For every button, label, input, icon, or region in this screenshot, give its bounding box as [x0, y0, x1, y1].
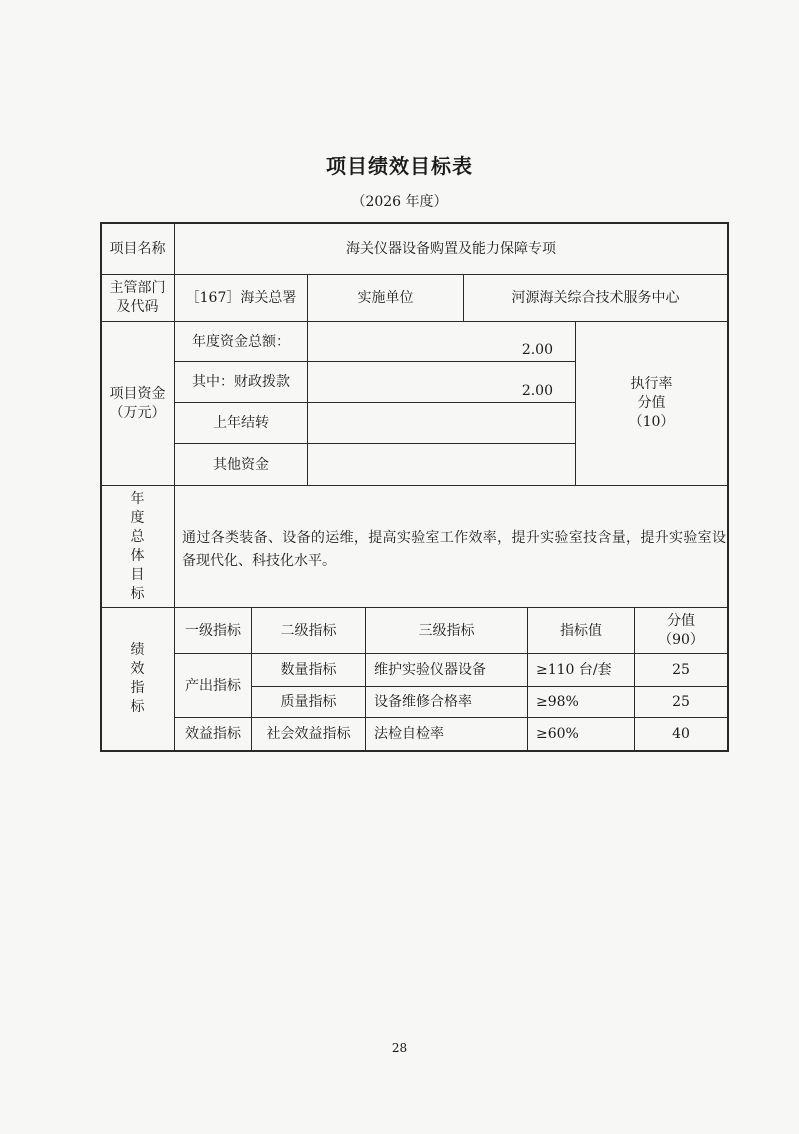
- execution-rate-line3: （10）: [628, 414, 675, 430]
- header-level2: 二级指标: [280, 622, 337, 639]
- annual-goal-char: 度: [130, 509, 145, 526]
- header-score-line1: 分值: [667, 612, 695, 629]
- annual-goal-char: 年: [130, 490, 145, 507]
- funds-total-value: 2.00: [521, 341, 553, 358]
- project-name-value: 海关仪器设备购置及能力保障专项: [346, 240, 556, 257]
- header-level3: 三级指标: [418, 622, 475, 639]
- annual-goal-char: 总: [130, 528, 145, 545]
- execution-rate-line1: 执行率: [630, 376, 673, 392]
- funds-fiscal-value: 2.00: [521, 383, 553, 399]
- row-score: 25: [672, 694, 690, 710]
- header-score: [635, 608, 727, 653]
- impl-unit-value: 河源海关综合技术服务中心: [511, 290, 680, 306]
- performance-char: 绩: [130, 642, 145, 658]
- annual-goal-label: [101, 486, 174, 607]
- funds-fiscal-label: 其中：财政拨款: [192, 374, 290, 390]
- benefit-indicator-group: 效益指标: [185, 726, 241, 742]
- page-subtitle: （2026 年度）: [351, 194, 448, 210]
- funds-other-label: 其他资金: [213, 456, 269, 473]
- header-level1: 一级指标: [185, 622, 241, 639]
- row-level2: 社会效益指标: [266, 726, 351, 742]
- page-title: 项目绩效目标表: [326, 154, 473, 178]
- header-score-line2: （90）: [658, 631, 704, 648]
- row-level3: 法检自检率: [374, 726, 444, 742]
- funds-total-label: 年度资金总额：: [192, 333, 290, 350]
- annual-goal-char: 体: [130, 547, 145, 564]
- performance-char: 效: [130, 661, 145, 677]
- row-level2: 质量指标: [280, 694, 337, 710]
- annual-goal-char: 标: [130, 585, 145, 602]
- row-value: ≥98%: [536, 694, 579, 710]
- funds-label-line1: 项目资金: [109, 385, 166, 402]
- impl-unit-label: 实施单位: [357, 290, 414, 306]
- row-score: 25: [672, 662, 690, 678]
- row-score: 40: [672, 726, 690, 742]
- funds-carryover-label: 上年结转: [213, 415, 269, 431]
- row-level3: 设备维修合格率: [374, 694, 472, 710]
- execution-rate-score-label: [576, 322, 727, 485]
- dept-label-line1: 主管部门: [109, 280, 166, 296]
- execution-rate-line2: 分值: [637, 395, 666, 411]
- row-level3: 维护实验仪器设备: [374, 662, 486, 678]
- page-number: 28: [391, 1041, 408, 1055]
- funds-label: [101, 322, 174, 485]
- output-indicator-group: 产出指标: [185, 677, 241, 694]
- performance-char: 标: [130, 699, 145, 715]
- dept-label: [101, 275, 174, 321]
- row-value: ≥60%: [536, 726, 579, 742]
- header-value: 指标值: [560, 622, 602, 639]
- dept-value: ［167］海关总署: [185, 290, 297, 306]
- project-name-label: 项目名称: [109, 240, 166, 257]
- row-value: ≥110 台/套: [536, 662, 612, 678]
- row-level2: 数量指标: [280, 662, 337, 678]
- funds-label-line2: （万元）: [109, 404, 166, 421]
- performance-char: 指: [130, 680, 145, 696]
- performance-label: [101, 608, 174, 750]
- dept-label-line2: 及代码: [116, 299, 159, 315]
- annual-goal-char: 目: [130, 566, 145, 583]
- annual-goal-text: 通过各类装备、设备的运维，提高实验室工作效率，提升实验室技含量，提升实验室设备现代化、科技化水平。: [182, 530, 726, 569]
